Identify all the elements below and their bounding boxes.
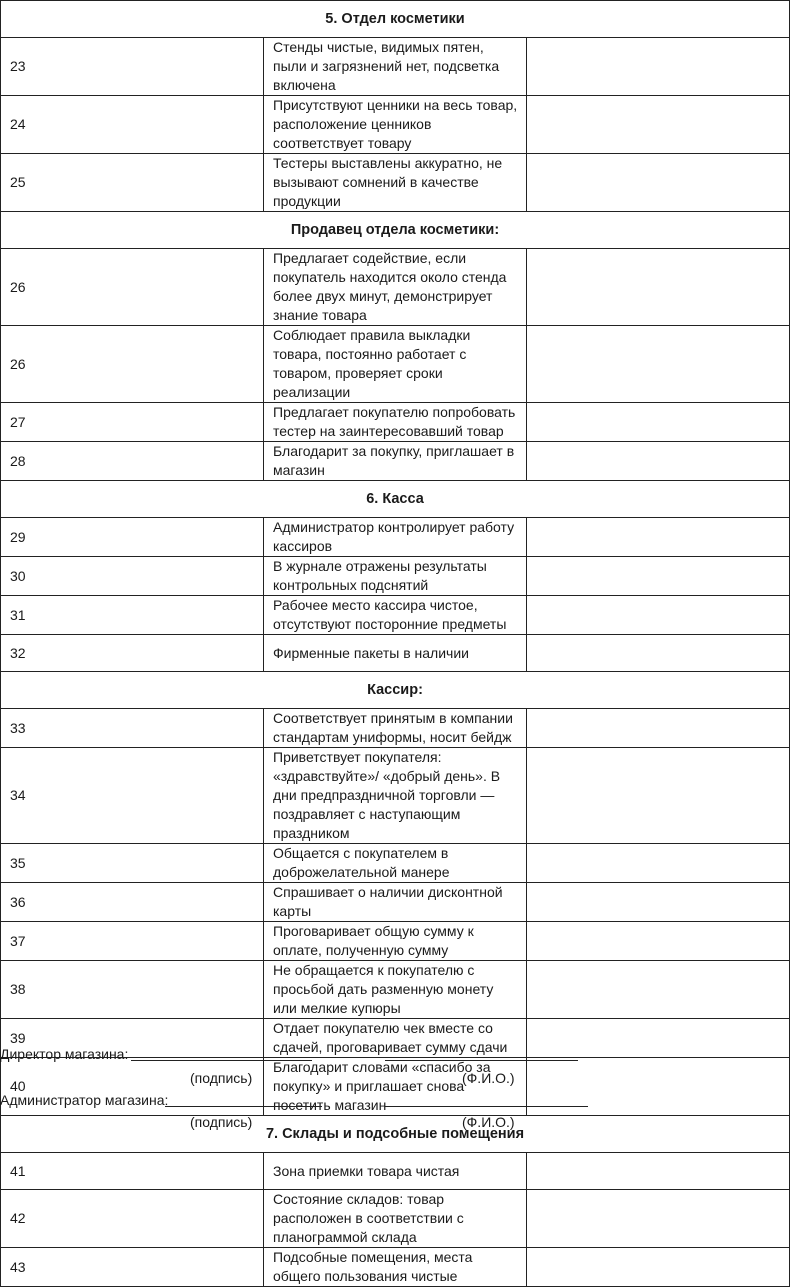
item-mark-cell[interactable] [527, 709, 790, 748]
checklist-row [1, 96, 790, 154]
director-signature-line[interactable] [131, 1060, 312, 1061]
item-number: 32 [1, 635, 264, 672]
section-title: 5. Отдел косметики [1, 1, 790, 38]
item-description: Благодарит за покупку, приглашает в магазин [264, 442, 527, 481]
item-description: Зона приемки товара чистая [264, 1153, 527, 1190]
item-number: 28 [1, 442, 264, 481]
checklist-row [1, 596, 790, 635]
section-title: 6. Касса [1, 481, 790, 518]
item-description: Отдает покупателю чек вместе со сдачей, проговаривает сумму сдачи [264, 1019, 527, 1058]
item-description: Общается с покупателем в доброжелательной манере [264, 844, 527, 883]
item-description: Спрашивает о наличии дисконтной карты [264, 883, 527, 922]
admin-name-caption: (Ф.И.О.) [462, 1114, 515, 1130]
item-mark-cell[interactable] [527, 326, 790, 403]
item-description: Соответствует принятым в компании стандартам униформы, носит бейдж [264, 709, 527, 748]
checklist-row [1, 403, 790, 442]
item-description: Администратор контролирует работу кассиров [264, 518, 527, 557]
item-mark-cell[interactable] [527, 96, 790, 154]
item-description: Стенды чистые, видимых пятен, пыли и загрязнений нет, подсветка включена [264, 38, 527, 96]
item-number: 41 [1, 1153, 264, 1190]
item-number: 39 [1, 1019, 264, 1058]
checklist-row [1, 249, 790, 326]
checklist-row [1, 326, 790, 403]
item-description: Состояние складов: товар расположен в соответствии с планограммой склада [264, 1190, 527, 1248]
item-mark-cell[interactable] [527, 596, 790, 635]
item-number: 24 [1, 96, 264, 154]
item-mark-cell[interactable] [527, 922, 790, 961]
item-number: 38 [1, 961, 264, 1019]
admin-label: Администратор магазина: [0, 1092, 169, 1108]
item-mark-cell[interactable] [527, 1190, 790, 1248]
section-header-row [1, 1116, 790, 1153]
item-description: Рабочее место кассира чистое, отсутствуют посторонние предметы [264, 596, 527, 635]
section-header-row [1, 1, 790, 38]
section-title: Кассир: [1, 672, 790, 709]
item-mark-cell[interactable] [527, 518, 790, 557]
item-number: 36 [1, 883, 264, 922]
item-description: Благодарит словами «спасибо за покупку» и приглашает снова посетить магазин [264, 1058, 527, 1116]
item-mark-cell[interactable] [527, 403, 790, 442]
item-number: 30 [1, 557, 264, 596]
admin-name-line[interactable] [385, 1106, 588, 1107]
checklist-row [1, 922, 790, 961]
item-mark-cell[interactable] [527, 442, 790, 481]
director-signature-caption: (подпись) [190, 1070, 253, 1086]
item-mark-cell[interactable] [527, 154, 790, 212]
checklist-row [1, 635, 790, 672]
checklist-row [1, 709, 790, 748]
item-description: Подсобные помещения, места общего пользования чистые [264, 1248, 527, 1287]
item-number: 35 [1, 844, 264, 883]
item-number: 37 [1, 922, 264, 961]
admin-signature-caption: (подпись) [190, 1114, 253, 1130]
item-description: Тестеры выставлены аккуратно, не вызывают сомнений в качестве продукции [264, 154, 527, 212]
item-number: 29 [1, 518, 264, 557]
section-title: Продавец отдела косметики: [1, 212, 790, 249]
checklist-row [1, 442, 790, 481]
director-name-caption: (Ф.И.О.) [462, 1070, 515, 1086]
item-mark-cell[interactable] [527, 844, 790, 883]
checklist-row [1, 844, 790, 883]
item-number: 25 [1, 154, 264, 212]
item-number: 40 [1, 1058, 264, 1116]
checklist-row [1, 1190, 790, 1248]
item-description: Присутствуют ценники на весь товар, расположение ценников соответствует товару [264, 96, 527, 154]
item-description: Предлагает покупателю попробовать тестер на заинтересовавший товар [264, 403, 527, 442]
item-mark-cell[interactable] [527, 38, 790, 96]
checklist-row [1, 38, 790, 96]
item-mark-cell[interactable] [527, 635, 790, 672]
section-header-row [1, 212, 790, 249]
checklist-row [1, 557, 790, 596]
item-mark-cell[interactable] [527, 961, 790, 1019]
item-description: В журнале отражены результаты контрольных подснятий [264, 557, 527, 596]
item-mark-cell[interactable] [527, 1248, 790, 1287]
section-title: 7. Склады и подсобные помещения [1, 1116, 790, 1153]
item-description: Фирменные пакеты в наличии [264, 635, 527, 672]
item-mark-cell[interactable] [527, 748, 790, 844]
item-number: 31 [1, 596, 264, 635]
checklist-row [1, 154, 790, 212]
item-mark-cell[interactable] [527, 249, 790, 326]
checklist-row [1, 1248, 790, 1287]
item-description: Соблюдает правила выкладки товара, постоянно работает с товаром, проверяет сроки реализации [264, 326, 527, 403]
item-number: 26 [1, 249, 264, 326]
item-number: 34 [1, 748, 264, 844]
director-label: Директор магазина: [0, 1046, 129, 1062]
checklist-row [1, 961, 790, 1019]
item-description: Предлагает содействие, если покупатель находится около стенда более двух минут, демонстрирует знание товара [264, 249, 527, 326]
checklist-row [1, 518, 790, 557]
item-mark-cell[interactable] [527, 1153, 790, 1190]
item-number: 42 [1, 1190, 264, 1248]
item-number: 43 [1, 1248, 264, 1287]
checklist-row [1, 883, 790, 922]
item-mark-cell[interactable] [527, 1019, 790, 1058]
item-mark-cell[interactable] [527, 557, 790, 596]
item-description: Проговаривает общую сумму к оплате, полученную сумму [264, 922, 527, 961]
director-name-line[interactable] [385, 1060, 578, 1061]
section-header-row [1, 481, 790, 518]
item-number: 26 [1, 326, 264, 403]
item-mark-cell[interactable] [527, 883, 790, 922]
admin-signature-line[interactable] [165, 1106, 322, 1107]
section-header-row [1, 672, 790, 709]
item-description: Не обращается к покупателю с просьбой дать разменную монету или мелкие купюры [264, 961, 527, 1019]
item-description: Приветствует покупателя: «здравствуйте»/ «добрый день». В дни предпраздничной торговли — поздравляет с наступающим праздником [264, 748, 527, 844]
item-number: 23 [1, 38, 264, 96]
checklist-row [1, 748, 790, 844]
item-number: 27 [1, 403, 264, 442]
item-number: 33 [1, 709, 264, 748]
checklist-row [1, 1153, 790, 1190]
